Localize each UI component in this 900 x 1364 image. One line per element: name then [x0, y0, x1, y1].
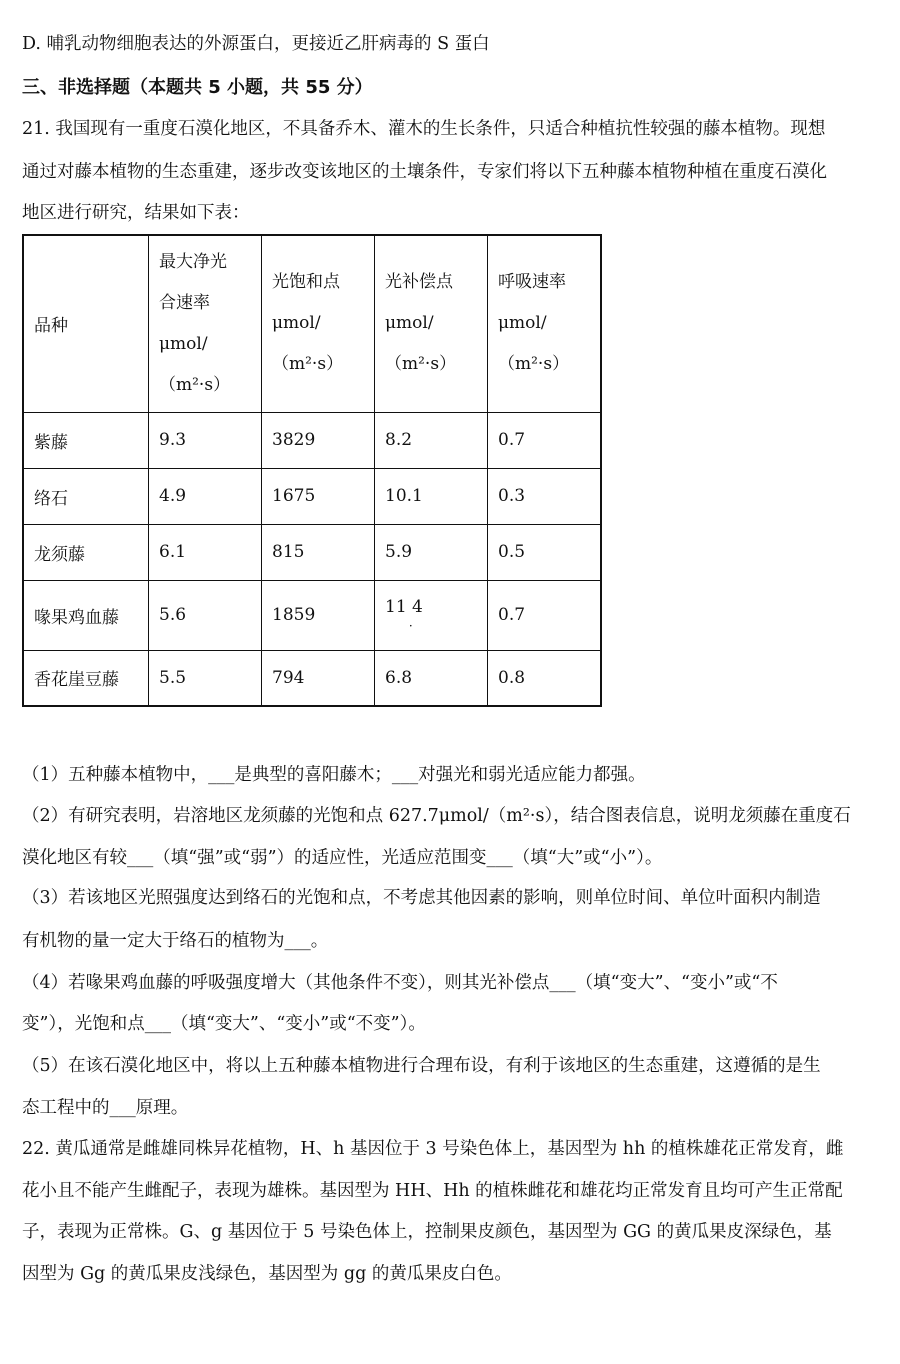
- cell-light-compensation: 6.8: [375, 650, 488, 706]
- section-heading: 三、非选择题（本题共 5 小题，共 55 分）: [22, 77, 373, 98]
- table-row: [23, 650, 601, 706]
- header-respiration-rate: 呼吸速率 μmol/ （m²·s）: [488, 235, 602, 412]
- cell-max-photosynthesis: 5.5: [149, 650, 262, 706]
- stray-dot: ·: [408, 619, 413, 633]
- q22-line-3: 子，表现为正常株。G、g 基因位于 5 号染色体上，控制果皮颜色，基因型为 GG 的黄瓜果皮深绿色，基: [22, 1222, 832, 1242]
- cell-light-compensation: 11 $4_\cdot$: [375, 580, 488, 650]
- question-2-line-2: 漠化地区有较___（填“强”或“弱”）的适应性，光适应范围变___（填“大”或“小”）。: [22, 848, 663, 868]
- cell-light-saturation: 3829: [262, 412, 375, 468]
- cell-max-photosynthesis: 9.3: [149, 412, 262, 468]
- cell-light-saturation: 794: [262, 650, 375, 706]
- cell-respiration-rate: 0.8: [488, 650, 602, 706]
- question-5-line-1: （5）在该石漠化地区中，将以上五种藤本植物进行合理布设，有利于该地区的生态重建，这遵循的是生: [22, 1056, 821, 1076]
- question-3-line-2: 有机物的量一定大于络石的植物为___。: [22, 931, 329, 951]
- q22-line-4: 因型为 Gg 的黄瓜果皮浅绿色，基因型为 gg 的黄瓜果皮白色。: [22, 1264, 512, 1284]
- cell-light-saturation: 815: [262, 524, 375, 580]
- cell-max-photosynthesis: 6.1: [149, 524, 262, 580]
- table-row: [23, 524, 601, 580]
- q22-line-1: 22. 黄瓜通常是雌雄同株异花植物，H、h 基因位于 3 号染色体上，基因型为 hh 的植株雄花正常发育，雌: [22, 1139, 844, 1159]
- table-row: [23, 468, 601, 524]
- cell-max-photosynthesis: 5.6: [149, 580, 262, 650]
- cell-light-saturation: 1859: [262, 580, 375, 650]
- header-max-photosynthesis: 最大净光 合速率 μmol/ （m²·s）: [149, 235, 262, 412]
- question-3-line-1: （3）若该地区光照强度达到络石的光饱和点，不考虑其他因素的影响，则单位时间、单位叶面积内制造: [22, 888, 821, 908]
- data-table: [22, 234, 602, 707]
- q21-line-2: 通过对藤本植物的生态重建，逐步改变该地区的土壤条件，专家们将以下五种藤本植物种植在重度石漠化: [22, 162, 827, 182]
- q21-line-3: 地区进行研究，结果如下表：: [22, 203, 250, 223]
- question-4-line-1: （4）若喙果鸡血藤的呼吸强度增大（其他条件不变），则其光补偿点___（填“变大”、“变小”或“不: [22, 973, 778, 993]
- table-header-row: [23, 235, 601, 412]
- table-row: [23, 412, 601, 468]
- cell-light-saturation: 1675: [262, 468, 375, 524]
- question-5-line-2: 态工程中的___原理。: [22, 1098, 189, 1118]
- cell-respiration-rate: 0.7: [488, 580, 602, 650]
- cell-variety: 络石: [23, 468, 149, 524]
- option-d: D. 哺乳动物细胞表达的外源蛋白，更接近乙肝病毒的 S 蛋白: [22, 34, 490, 54]
- question-1: （1）五种藤本植物中，___是典型的喜阳藤木；___对强光和弱光适应能力都强。: [22, 765, 646, 785]
- cell-light-compensation: 5.9: [375, 524, 488, 580]
- cell-respiration-rate: 0.7: [488, 412, 602, 468]
- question-4-line-2: 变”），光饱和点___（填“变大”、“变小”或“不变”）。: [22, 1014, 426, 1034]
- cell-variety: 龙须藤: [23, 524, 149, 580]
- header-variety: 品种: [23, 235, 149, 412]
- cell-respiration-rate: 0.3: [488, 468, 602, 524]
- cell-variety: 香花崖豆藤: [23, 650, 149, 706]
- cell-variety: 喙果鸡血藤: [23, 580, 149, 650]
- cell-respiration-rate: 0.5: [488, 524, 602, 580]
- cell-max-photosynthesis: 4.9: [149, 468, 262, 524]
- header-light-compensation: 光补偿点 μmol/ （m²·s）: [375, 235, 488, 412]
- cell-light-compensation: 8.2: [375, 412, 488, 468]
- q22-line-2: 花小且不能产生雌配子，表现为雄株。基因型为 HH、Hh 的植株雌花和雄花均正常发育且均可产生正常配: [22, 1181, 843, 1201]
- question-2-line-1: （2）有研究表明，岩溶地区龙须藤的光饱和点 627.7μmol/（m²·s），结合图表信息，说明龙须藤在重度石: [22, 806, 851, 826]
- header-light-saturation: 光饱和点 μmol/ （m²·s）: [262, 235, 375, 412]
- table-row: [23, 580, 601, 650]
- cell-light-compensation: 10.1: [375, 468, 488, 524]
- q21-line-1: 21. 我国现有一重度石漠化地区，不具备乔木、灌木的生长条件，只适合种植抗性较强的藤本植物。现想: [22, 119, 826, 139]
- cell-variety: 紫藤: [23, 412, 149, 468]
